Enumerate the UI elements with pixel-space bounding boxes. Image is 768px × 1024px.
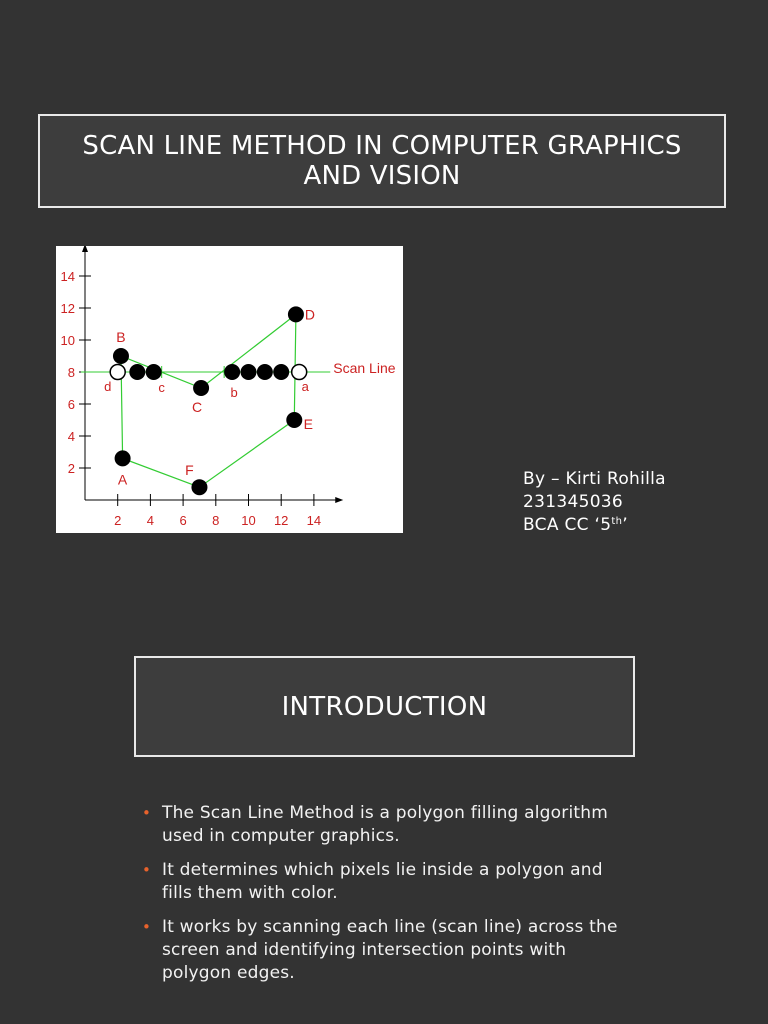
bullet-dot-icon: • [142,861,152,879]
vertex-point [113,348,129,364]
bullet-list [140,802,620,996]
y-tick-label: 2 [67,461,75,476]
vertex-label: F [185,462,194,479]
bullet-item: • It determines which pixels lie inside a polygon and fills them with color. [142,860,603,903]
section-heading: INTRODUCTION [281,691,488,722]
author-course: BCA CC ‘5th’ [523,515,628,535]
scan-line-figure [56,246,403,533]
vertex-label: B [116,329,126,345]
intersection-label: c [158,380,165,395]
polygon-outline [121,314,296,487]
filled-pixel [224,364,240,380]
y-tick-label: 12 [60,301,75,316]
vertex-label: D [304,306,315,323]
y-tick-label: 6 [67,397,75,412]
y-tick-label: 14 [60,269,75,284]
slide-title: SCAN LINE METHOD IN COMPUTER GRAPHICS AND VISION [82,131,682,191]
vertex-point [191,479,207,495]
x-tick-label: 10 [241,513,256,528]
intersection-label: b [230,385,238,400]
filled-pixel [129,364,145,380]
x-tick-label: 6 [179,513,187,528]
x-tick-label: 8 [212,513,220,528]
y-axis-arrow-icon [82,246,88,252]
bullet-item: • The Scan Line Method is a polygon filling algorithm used in computer graphics. [142,803,608,846]
scan-line-label: Scan Line [333,360,396,376]
x-tick-label: 4 [146,513,155,528]
filled-pixel [273,364,289,380]
title-box [38,114,726,208]
vertex-point [115,450,131,466]
section-heading-box [134,656,635,757]
filled-pixel [241,364,257,380]
x-tick-label: 14 [306,513,322,528]
vertex-label: E [303,416,313,432]
author-course-sup: th [611,516,623,527]
scan-line-chart [56,246,403,533]
author-name: By – Kirti Rohilla [523,469,666,489]
vertex-point [286,412,302,428]
intersection-point [292,365,307,380]
intersection-label: a [301,379,309,394]
bullet-dot-icon: • [142,804,152,822]
y-tick-label: 4 [67,429,75,444]
x-tick-label: 2 [114,513,122,528]
vertex-point [193,380,209,396]
author-info [523,468,666,537]
y-tick-label: 8 [67,365,75,380]
vertex-point [288,306,304,322]
author-roll-number: 231345036 [523,492,624,512]
vertex-label: C [192,399,203,415]
bullet-dot-icon: • [142,918,152,936]
y-tick-label: 10 [60,333,75,348]
intersection-point [110,365,125,380]
bullet-item: • It works by scanning each line (scan line) across the screen and identifying intersection points with polygon edges. [142,917,618,983]
intersection-label: d [104,379,112,394]
x-axis-arrow-icon [335,497,343,503]
filled-pixel [146,364,162,380]
x-tick-label: 12 [273,513,289,528]
vertex-label: A [117,471,128,488]
filled-pixel [257,364,273,380]
